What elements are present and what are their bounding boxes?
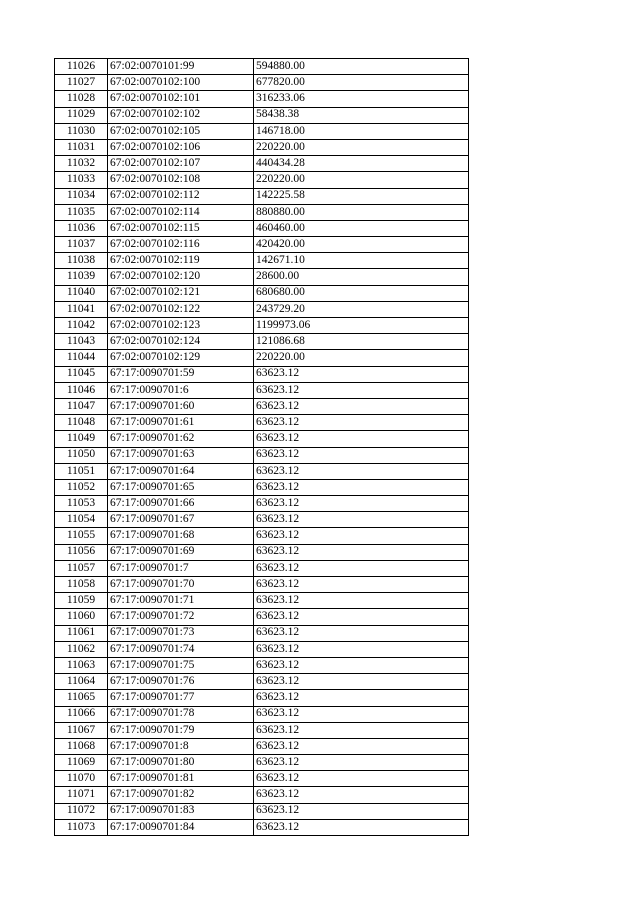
cadastral-value: 63623.12 xyxy=(254,560,469,576)
row-number: 11070 xyxy=(55,771,108,787)
cadastral-number: 67:17:0090701:78 xyxy=(108,706,254,722)
cadastral-value: 63623.12 xyxy=(254,577,469,593)
table-row xyxy=(55,641,469,657)
row-number: 11058 xyxy=(55,577,108,593)
row-number: 11035 xyxy=(55,204,108,220)
cadastral-value: 63623.12 xyxy=(254,415,469,431)
row-number: 11033 xyxy=(55,172,108,188)
cadastral-value: 63623.12 xyxy=(254,819,469,835)
row-number: 11038 xyxy=(55,253,108,269)
row-number: 11055 xyxy=(55,528,108,544)
table-body xyxy=(55,59,469,836)
row-number: 11050 xyxy=(55,447,108,463)
table-row xyxy=(55,285,469,301)
cadastral-value: 63623.12 xyxy=(254,771,469,787)
row-number: 11043 xyxy=(55,334,108,350)
cadastral-number: 67:02:0070102:122 xyxy=(108,301,254,317)
cadastral-number: 67:02:0070102:107 xyxy=(108,156,254,172)
cadastral-number: 67:17:0090701:65 xyxy=(108,479,254,495)
cadastral-value: 142225.58 xyxy=(254,188,469,204)
table-row xyxy=(55,59,469,75)
row-number: 11056 xyxy=(55,544,108,560)
table-row xyxy=(55,366,469,382)
cadastral-number: 67:02:0070102:120 xyxy=(108,269,254,285)
cadastral-value: 146718.00 xyxy=(254,123,469,139)
cadastral-number: 67:17:0090701:61 xyxy=(108,415,254,431)
table-row xyxy=(55,172,469,188)
row-number: 11037 xyxy=(55,237,108,253)
cadastral-value: 28600.00 xyxy=(254,269,469,285)
cadastral-value: 63623.12 xyxy=(254,463,469,479)
table-row xyxy=(55,107,469,123)
table-row xyxy=(55,463,469,479)
cadastral-number: 67:17:0090701:64 xyxy=(108,463,254,479)
row-number: 11061 xyxy=(55,625,108,641)
table-row xyxy=(55,188,469,204)
table-row xyxy=(55,496,469,512)
row-number: 11045 xyxy=(55,366,108,382)
cadastral-value: 677820.00 xyxy=(254,75,469,91)
table-row xyxy=(55,156,469,172)
cadastral-number: 67:17:0090701:62 xyxy=(108,431,254,447)
row-number: 11054 xyxy=(55,512,108,528)
cadastral-value: 63623.12 xyxy=(254,528,469,544)
cadastral-number: 67:17:0090701:6 xyxy=(108,382,254,398)
table-row xyxy=(55,237,469,253)
row-number: 11028 xyxy=(55,91,108,107)
table-row xyxy=(55,771,469,787)
cadastral-value: 63623.12 xyxy=(254,496,469,512)
cadastral-number: 67:02:0070102:105 xyxy=(108,123,254,139)
table-row xyxy=(55,528,469,544)
cadastral-value: 63623.12 xyxy=(254,625,469,641)
cadastral-value: 243729.20 xyxy=(254,301,469,317)
table-row xyxy=(55,253,469,269)
cadastral-number: 67:17:0090701:69 xyxy=(108,544,254,560)
cadastral-number: 67:02:0070102:119 xyxy=(108,253,254,269)
table-row xyxy=(55,609,469,625)
row-number: 11044 xyxy=(55,350,108,366)
row-number: 11063 xyxy=(55,657,108,673)
cadastral-value: 1199973.06 xyxy=(254,318,469,334)
table-row xyxy=(55,269,469,285)
table-row xyxy=(55,625,469,641)
cadastral-number: 67:02:0070102:121 xyxy=(108,285,254,301)
row-number: 11069 xyxy=(55,755,108,771)
table-row xyxy=(55,512,469,528)
row-number: 11064 xyxy=(55,674,108,690)
row-number: 11048 xyxy=(55,415,108,431)
row-number: 11052 xyxy=(55,479,108,495)
cadastral-number: 67:02:0070102:123 xyxy=(108,318,254,334)
row-number: 11068 xyxy=(55,738,108,754)
cadastral-number: 67:02:0070102:101 xyxy=(108,91,254,107)
cadastral-value: 63623.12 xyxy=(254,755,469,771)
cadastral-value: 63623.12 xyxy=(254,787,469,803)
table-row xyxy=(55,301,469,317)
cadastral-value: 63623.12 xyxy=(254,431,469,447)
cadastral-number: 67:17:0090701:66 xyxy=(108,496,254,512)
table-row xyxy=(55,819,469,835)
row-number: 11041 xyxy=(55,301,108,317)
table-row xyxy=(55,75,469,91)
row-number: 11027 xyxy=(55,75,108,91)
cadastral-value: 63623.12 xyxy=(254,544,469,560)
table-row xyxy=(55,787,469,803)
cadastral-number: 67:17:0090701:81 xyxy=(108,771,254,787)
table-row xyxy=(55,479,469,495)
cadastral-value: 680680.00 xyxy=(254,285,469,301)
table-row xyxy=(55,350,469,366)
cadastral-number: 67:02:0070102:116 xyxy=(108,237,254,253)
cadastral-number: 67:17:0090701:7 xyxy=(108,560,254,576)
cadastral-number: 67:17:0090701:77 xyxy=(108,690,254,706)
table-row xyxy=(55,139,469,155)
table-row xyxy=(55,593,469,609)
cadastral-value: 63623.12 xyxy=(254,593,469,609)
table-row xyxy=(55,706,469,722)
cadastral-value: 63623.12 xyxy=(254,674,469,690)
table-row xyxy=(55,657,469,673)
table-row xyxy=(55,755,469,771)
row-number: 11060 xyxy=(55,609,108,625)
cadastral-value: 594880.00 xyxy=(254,59,469,75)
cadastral-value: 63623.12 xyxy=(254,722,469,738)
cadastral-number: 67:02:0070102:108 xyxy=(108,172,254,188)
cadastral-number: 67:17:0090701:59 xyxy=(108,366,254,382)
cadastral-number: 67:17:0090701:68 xyxy=(108,528,254,544)
cadastral-number: 67:02:0070102:114 xyxy=(108,204,254,220)
cadastral-number: 67:17:0090701:72 xyxy=(108,609,254,625)
table-row xyxy=(55,803,469,819)
cadastral-value: 220220.00 xyxy=(254,350,469,366)
table-row xyxy=(55,220,469,236)
table-row xyxy=(55,204,469,220)
table-row xyxy=(55,674,469,690)
cadastral-value: 63623.12 xyxy=(254,641,469,657)
cadastral-number: 67:17:0090701:80 xyxy=(108,755,254,771)
cadastral-number: 67:17:0090701:83 xyxy=(108,803,254,819)
table-row xyxy=(55,91,469,107)
row-number: 11057 xyxy=(55,560,108,576)
cadastral-number: 67:17:0090701:8 xyxy=(108,738,254,754)
table-row xyxy=(55,334,469,350)
cadastral-value: 63623.12 xyxy=(254,398,469,414)
table-row xyxy=(55,690,469,706)
cadastral-number: 67:17:0090701:60 xyxy=(108,398,254,414)
cadastral-number: 67:17:0090701:74 xyxy=(108,641,254,657)
table-row xyxy=(55,447,469,463)
cadastral-value: 58438.38 xyxy=(254,107,469,123)
row-number: 11029 xyxy=(55,107,108,123)
row-number: 11053 xyxy=(55,496,108,512)
row-number: 11065 xyxy=(55,690,108,706)
cadastral-number: 67:17:0090701:76 xyxy=(108,674,254,690)
cadastral-number: 67:02:0070102:112 xyxy=(108,188,254,204)
cadastral-number: 67:02:0070102:102 xyxy=(108,107,254,123)
row-number: 11034 xyxy=(55,188,108,204)
cadastral-value: 63623.12 xyxy=(254,447,469,463)
cadastral-number: 67:02:0070102:106 xyxy=(108,139,254,155)
cadastral-value: 63623.12 xyxy=(254,382,469,398)
cadastral-value: 63623.12 xyxy=(254,657,469,673)
cadastral-value: 63623.12 xyxy=(254,609,469,625)
cadastral-number: 67:17:0090701:79 xyxy=(108,722,254,738)
row-number: 11040 xyxy=(55,285,108,301)
row-number: 11031 xyxy=(55,139,108,155)
cadastral-number: 67:17:0090701:84 xyxy=(108,819,254,835)
cadastral-value: 440434.28 xyxy=(254,156,469,172)
cadastral-value: 316233.06 xyxy=(254,91,469,107)
cadastral-number: 67:17:0090701:67 xyxy=(108,512,254,528)
row-number: 11067 xyxy=(55,722,108,738)
cadastral-value: 121086.68 xyxy=(254,334,469,350)
cadastral-number: 67:02:0070101:99 xyxy=(108,59,254,75)
table-row xyxy=(55,544,469,560)
cadastral-number: 67:17:0090701:82 xyxy=(108,787,254,803)
table-row xyxy=(55,318,469,334)
row-number: 11026 xyxy=(55,59,108,75)
row-number: 11032 xyxy=(55,156,108,172)
cadastral-value: 420420.00 xyxy=(254,237,469,253)
row-number: 11039 xyxy=(55,269,108,285)
cadastral-value: 63623.12 xyxy=(254,479,469,495)
row-number: 11042 xyxy=(55,318,108,334)
row-number: 11051 xyxy=(55,463,108,479)
cadastral-value: 220220.00 xyxy=(254,172,469,188)
cadastral-value: 63623.12 xyxy=(254,706,469,722)
cadastral-number: 67:17:0090701:75 xyxy=(108,657,254,673)
cadastral-number: 67:17:0090701:71 xyxy=(108,593,254,609)
row-number: 11062 xyxy=(55,641,108,657)
row-number: 11071 xyxy=(55,787,108,803)
cadastral-number: 67:17:0090701:73 xyxy=(108,625,254,641)
row-number: 11073 xyxy=(55,819,108,835)
row-number: 11046 xyxy=(55,382,108,398)
cadastral-number: 67:02:0070102:115 xyxy=(108,220,254,236)
row-number: 11030 xyxy=(55,123,108,139)
row-number: 11072 xyxy=(55,803,108,819)
cadastral-value: 460460.00 xyxy=(254,220,469,236)
row-number: 11059 xyxy=(55,593,108,609)
cadastral-value: 63623.12 xyxy=(254,738,469,754)
table-row xyxy=(55,738,469,754)
row-number: 11047 xyxy=(55,398,108,414)
table-row xyxy=(55,398,469,414)
row-number: 11049 xyxy=(55,431,108,447)
table-row xyxy=(55,415,469,431)
cadastral-number: 67:17:0090701:63 xyxy=(108,447,254,463)
cadastral-value: 63623.12 xyxy=(254,512,469,528)
cadastral-value: 63623.12 xyxy=(254,690,469,706)
row-number: 11066 xyxy=(55,706,108,722)
cadastral-value: 220220.00 xyxy=(254,139,469,155)
row-number: 11036 xyxy=(55,220,108,236)
cadastral-number: 67:02:0070102:129 xyxy=(108,350,254,366)
table-row xyxy=(55,431,469,447)
cadastral-number: 67:02:0070102:100 xyxy=(108,75,254,91)
cadastral-value: 880880.00 xyxy=(254,204,469,220)
table-row xyxy=(55,577,469,593)
table-row xyxy=(55,123,469,139)
table-row xyxy=(55,560,469,576)
cadastral-value: 142671.10 xyxy=(254,253,469,269)
cadastral-value: 63623.12 xyxy=(254,803,469,819)
cadastral-value: 63623.12 xyxy=(254,366,469,382)
cadastral-number: 67:17:0090701:70 xyxy=(108,577,254,593)
data-table xyxy=(54,58,469,836)
table-row xyxy=(55,382,469,398)
table-row xyxy=(55,722,469,738)
cadastral-number: 67:02:0070102:124 xyxy=(108,334,254,350)
